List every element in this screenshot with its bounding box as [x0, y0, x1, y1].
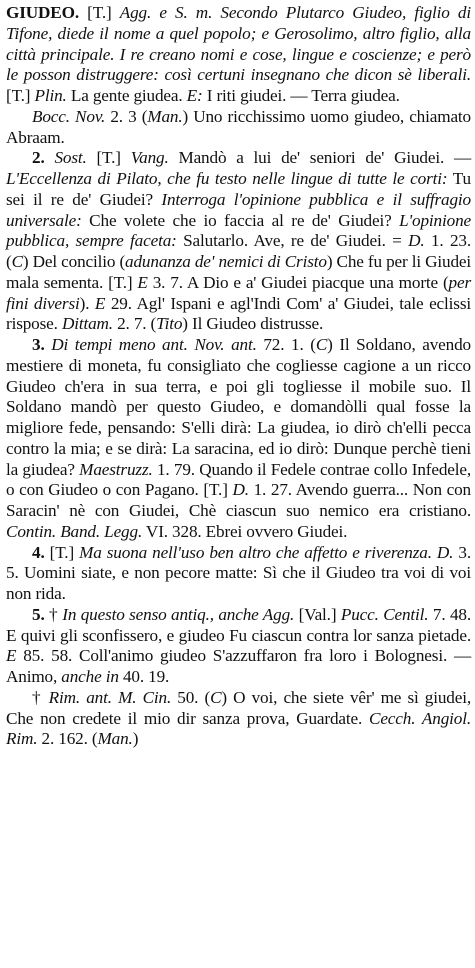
sense-number: 4.: [32, 542, 50, 562]
text-run: Che volete che io faccia al re de' Giudei?: [81, 210, 400, 230]
italic-run: Man.: [147, 106, 183, 126]
text-run: ) O voi, che siete vêr' me sì giudei, Che non credete il mio dir sanza prova, Guardate.: [6, 687, 472, 728]
italic-run: Dittam.: [61, 314, 113, 334]
italic-run: Man.: [97, 729, 133, 749]
entry-paragraph-6: [6, 605, 471, 688]
italic-run: L'opinione pubblica, sempre faceta:: [6, 210, 471, 251]
text-run: 2. 3 (: [105, 106, 148, 126]
italic-run: Contin. Band. Legg.: [6, 521, 143, 541]
italic-run: C: [11, 252, 23, 271]
entry-paragraph-5: [6, 543, 471, 605]
italic-run: Pucc. Centil.: [340, 604, 429, 624]
text-run: VI. 328. Ebrei ovvero Giudei.: [142, 521, 348, 541]
text-run: 29. Agl' Ispani e agl'Indi Com' a' Giudei, tale eclissi rispose.: [6, 293, 471, 334]
italic-run: Ma suona nell'uso ben altro che affetto e riverenza.: [79, 542, 432, 562]
text-run: 7. 48. E quivi gli sconfissero, e giudeo Fu ciascun contra lor sanza pietade.: [6, 604, 471, 645]
text-run: [T.]: [6, 86, 35, 105]
italic-run: Plin.: [34, 86, 67, 105]
text-run: 3. 5. Uomini siate, e non pecore matte: Sì che il Giudeo tra voi di voi non rida.: [6, 542, 471, 603]
italic-run: Cecch. Angiol. Rim.: [6, 708, 471, 749]
italic-run: Tito: [156, 314, 183, 334]
entry-paragraph-2: [6, 107, 471, 149]
italic-run: E: [94, 293, 106, 313]
italic-run: L'Eccellenza di Pilato, che fu testo nelle lingue di tutte le corti:: [6, 169, 448, 188]
text-run: 1. 27. Avendo guerra... Non con Saracin' nè con Giudei, Chè ciascun suo nemico era cristiano.: [6, 480, 471, 520]
text-run: [T.]: [78, 3, 120, 22]
text-run: ) Che fu per li Giudei mala sementa. [T.]: [6, 252, 472, 292]
italic-run: D.: [408, 231, 425, 251]
italic-run: E: [6, 646, 17, 666]
entry-paragraph-7: [6, 688, 471, 750]
text-run: 3. 7. A Dio e a' Giudei piacque una morte (: [147, 272, 449, 292]
italic-run: Interroga l'opinione pubblica e il suffragio universale:: [6, 189, 471, 230]
sense-number: 3.: [32, 335, 52, 354]
text-run: ) Del concilio (: [22, 252, 126, 271]
text-run: ) Il Soldano, avendo mestiere di moneta, fu consigliato che cogliesse cagione a un ricco Giudeo ch'era in sua terra, e poi gli togliesse il mobile suo. Il Soldano mandò per questo Giudeo, e domandòlli qual fosse la migliore fede, pensando: S'elli dirà: La giudea, io dirò ch'elli pecca contro la mia; e se dirà: La saracina, ed io dirò: Dunque perchè tieni la giudea?: [6, 335, 471, 479]
text-run: [T.]: [49, 542, 80, 562]
text-run: 2. 7. (: [112, 314, 157, 334]
italic-run: D.: [436, 542, 454, 562]
italic-run: Rim. ant. M. Cin.: [48, 687, 172, 707]
text-run: 1. 79. Quando il Fedele contrae collo Infedele, o con Giudeo o con Pagano. [T.]: [6, 459, 471, 500]
text-run: 50. (: [171, 687, 211, 707]
italic-run: Agg. e S. m. Secondo Plutarco Giudeo, figlio di Tifone, diede il nome a quel popolo; e Gerosolimo, altro figlio, alla città principale. I re creano nomi e cose, lingue e coscienze; e però le posson distruggere: così certuni insegnano che dicon sè liberali.: [6, 3, 471, 85]
text-run: [Val.]: [294, 604, 341, 624]
sense-number: 5.: [32, 604, 50, 624]
text-run: 2. 162. (: [37, 729, 98, 749]
text-run: 40. 19.: [118, 667, 170, 686]
text-run: †: [32, 687, 49, 707]
entry-paragraph-4: [6, 335, 471, 543]
text-run: ): [132, 729, 139, 749]
italic-run: Vang.: [130, 148, 169, 168]
text-run: [T.]: [86, 148, 131, 168]
text-run: Tu sei il re de' Giudei?: [6, 169, 471, 209]
italic-run: Di tempi meno ant. Nov. ant.: [51, 335, 257, 354]
headword: GIUDEO.: [6, 3, 79, 22]
italic-run: C: [210, 687, 222, 707]
entry-paragraph-3: [6, 148, 471, 335]
text-run: 85. 58. Coll'animo giudeo S'azzuffaron fra loro i Bolognesi. — Animo,: [6, 646, 471, 686]
italic-run: D.: [232, 480, 249, 500]
sense-number: 2.: [32, 148, 55, 168]
italic-run: Sost.: [54, 148, 87, 168]
text-run: La gente giudea.: [66, 86, 187, 105]
italic-run: Bocc. Nov.: [32, 106, 106, 126]
italic-run: Maestruzz.: [79, 459, 153, 479]
text-run: I riti giudei. — Terra giudea.: [202, 86, 400, 105]
text-run: ) Il Giudeo distrusse.: [182, 314, 324, 334]
text-run: ) Uno ricchissimo uomo giudeo, chiamato Abraam.: [6, 106, 471, 147]
entry-paragraph-1: [6, 3, 471, 107]
italic-run: E: [137, 272, 148, 292]
italic-run: anche in: [61, 667, 119, 686]
italic-run: adunanza de' nemici di Cristo: [125, 252, 327, 271]
text-run: Salutarlo. Ave, re de' Giudei. =: [176, 231, 409, 251]
text-run: ).: [79, 293, 95, 313]
text-run: 1. 23. (: [6, 231, 471, 271]
italic-run: C: [315, 335, 328, 354]
italic-run: E:: [186, 86, 203, 105]
italic-run: per fini diversi: [6, 272, 471, 313]
text-run: †: [49, 604, 63, 624]
text-run: 72. 1. (: [256, 335, 316, 354]
italic-run: In questo senso antiq., anche Agg.: [62, 604, 295, 624]
text-run: Mandò a lui de' seniori de' Giudei. —: [168, 148, 471, 168]
